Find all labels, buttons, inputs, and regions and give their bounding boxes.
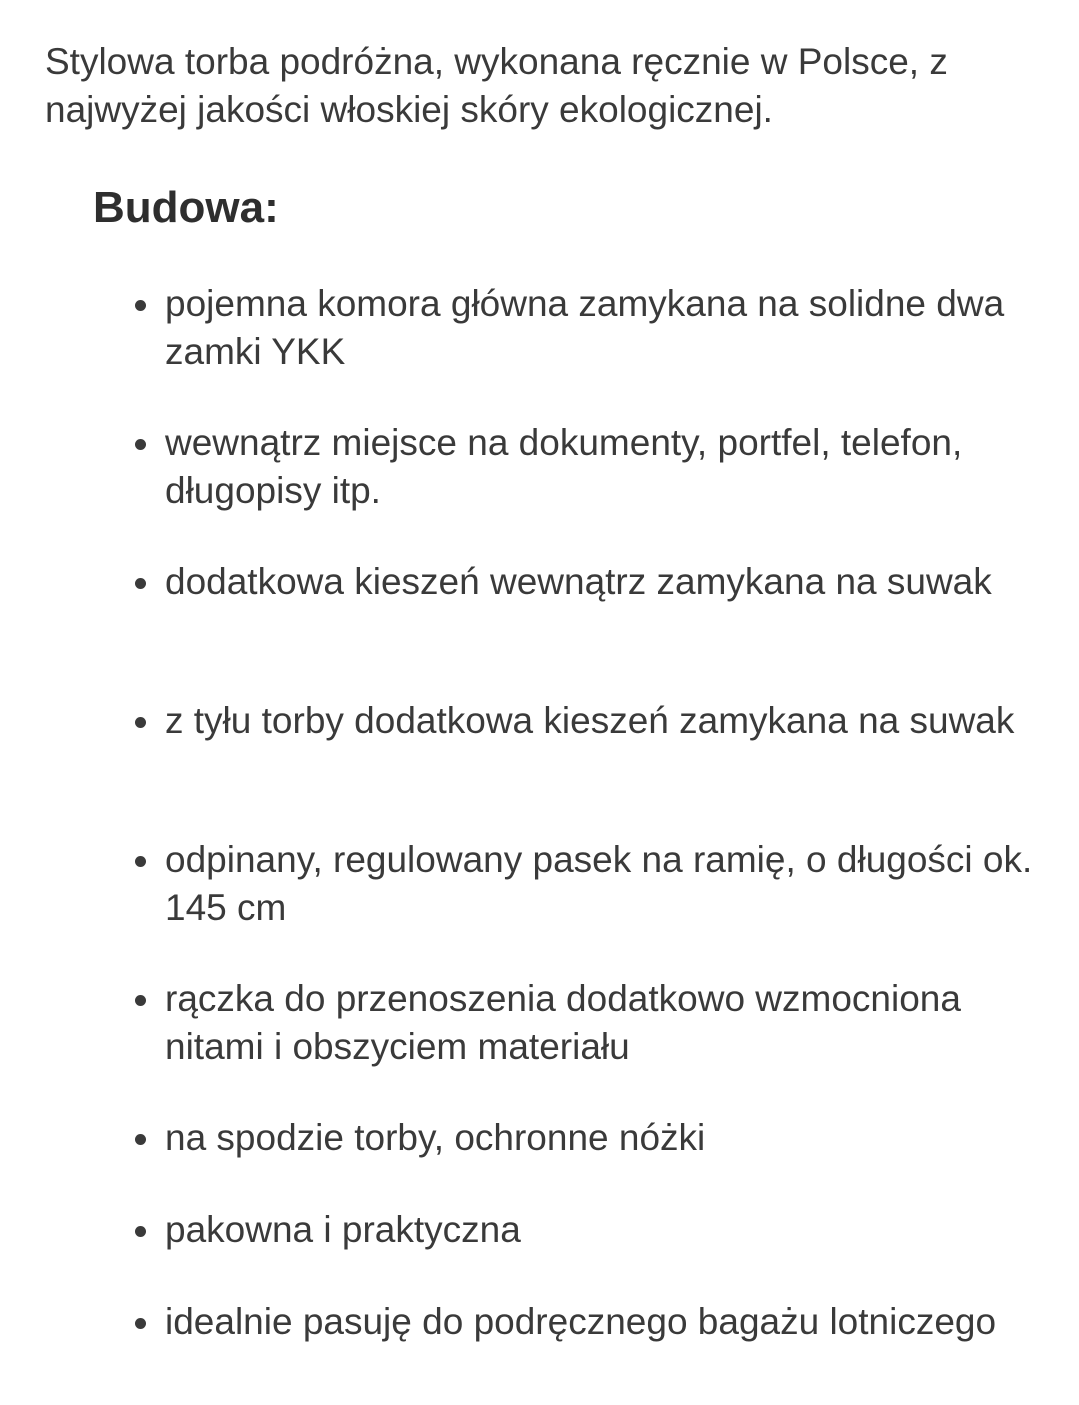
bullet-icon <box>135 578 146 589</box>
feature-text: pojemna komora główna zamykana na solidne dwa zamki YKK <box>165 283 1005 372</box>
feature-item <box>165 419 1045 515</box>
bullet-icon <box>135 856 146 867</box>
feature-item <box>165 1114 1045 1162</box>
bullet-icon <box>135 1318 146 1329</box>
feature-item <box>165 697 1045 745</box>
intro-text: Stylowa torba podróżna, wykonana ręcznie w Polsce, z najwyżej jakości włoskiej skóry ekologicznej. <box>45 41 948 130</box>
section-heading: Budowa: <box>93 183 279 232</box>
feature-text: idealnie pasuję do podręcznego bagażu lotniczego <box>165 1301 997 1342</box>
bullet-icon <box>135 995 146 1006</box>
feature-item <box>165 1298 1045 1346</box>
bullet-icon <box>135 1226 146 1237</box>
feature-text: z tyłu torby dodatkowa kieszeń zamykana na suwak <box>165 700 1015 741</box>
bullet-icon <box>135 300 146 311</box>
feature-text: na spodzie torby, ochronne nóżki <box>165 1117 706 1158</box>
bullet-icon <box>135 439 146 450</box>
feature-text: odpinany, regulowany pasek na ramię, o długości ok. 145 cm <box>165 839 1033 928</box>
feature-text: dodatkowa kieszeń wewnątrz zamykana na suwak <box>165 561 992 602</box>
feature-item <box>165 975 1045 1071</box>
feature-text: wewnątrz miejsce na dokumenty, portfel, telefon, długopisy itp. <box>165 422 963 511</box>
bullet-icon <box>135 1134 146 1145</box>
feature-text: rączka do przenoszenia dodatkowo wzmocniona nitami i obszyciem materiału <box>165 978 961 1067</box>
feature-item <box>165 1206 1045 1254</box>
bullet-icon <box>135 717 146 728</box>
feature-item <box>165 836 1045 932</box>
feature-text: pakowna i praktyczna <box>165 1209 521 1250</box>
feature-item <box>165 558 1045 606</box>
feature-item <box>165 280 1045 376</box>
